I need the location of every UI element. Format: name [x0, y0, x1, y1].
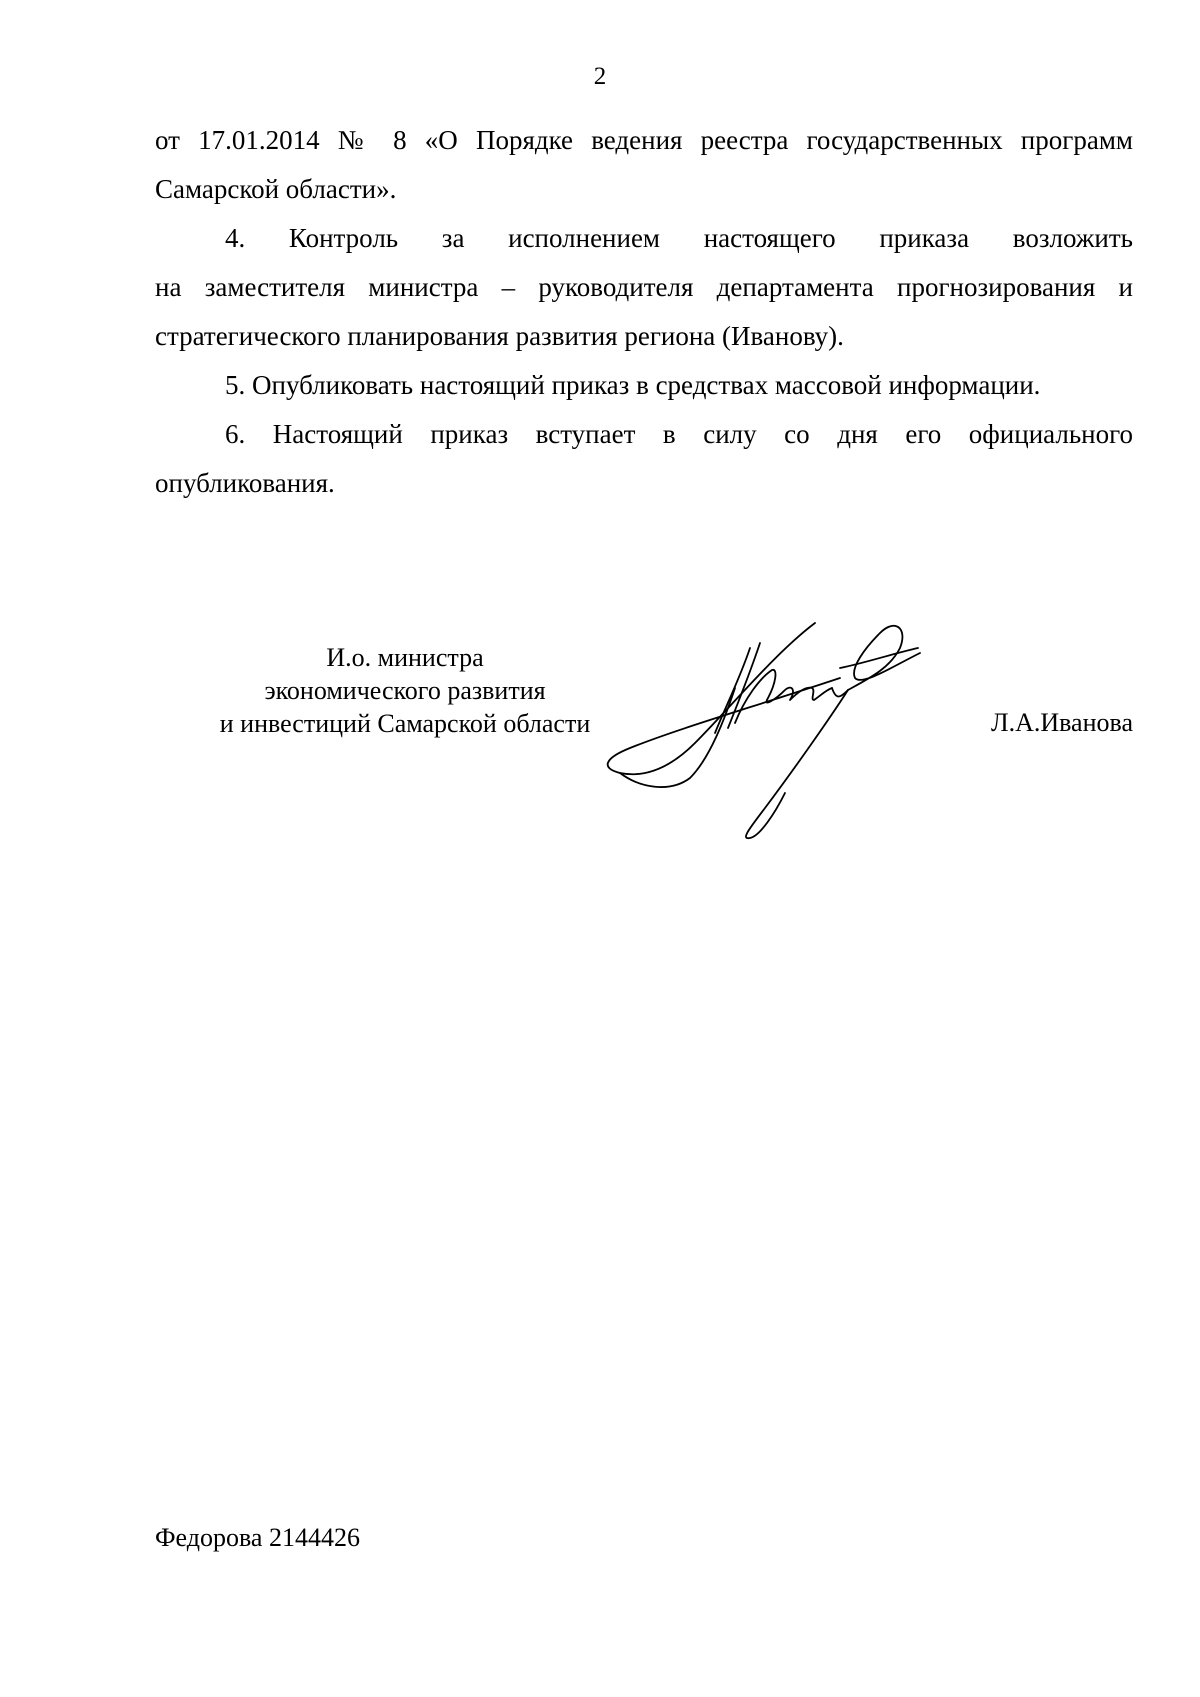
signatory-position-line: и инвестиций Самарской области: [219, 709, 591, 738]
signatory-position-line: экономического развития: [264, 676, 546, 705]
signatory-position: [190, 641, 620, 740]
paragraph-item-6: [155, 410, 1133, 508]
executor-contact: Федорова 2144426: [155, 1523, 360, 1552]
signer-name: Л.А.Иванова: [990, 708, 1133, 737]
paragraph-line: Самарской области».: [155, 174, 397, 204]
paragraph-item-5: [155, 361, 1133, 410]
paragraph-item-4: [155, 214, 1133, 361]
paragraph-line: на заместителя министра – руководителя департамента прогнозирования и: [155, 272, 1133, 302]
paragraph-line: от 17.01.2014 № 8 «О Порядке ведения реестра государственных программ: [155, 125, 1133, 155]
paragraph-line: стратегического планирования развития региона (Иванову).: [155, 321, 844, 351]
document-body: [155, 116, 1133, 508]
paragraph-continuation: [155, 116, 1133, 214]
paragraph-line: 6. Настоящий приказ вступает в силу со дня его официального: [225, 419, 1133, 449]
paragraph-line: 4. Контроль за исполнением настоящего приказа возложить: [225, 223, 1133, 253]
paragraph-line: 5. Опубликовать настоящий приказ в средствах массовой информации.: [225, 370, 1041, 400]
handwritten-signature: [600, 608, 1010, 848]
paragraph-line: опубликования.: [155, 468, 335, 498]
signatory-position-line: И.о. министра: [326, 643, 484, 672]
page-number: 2: [593, 63, 607, 90]
